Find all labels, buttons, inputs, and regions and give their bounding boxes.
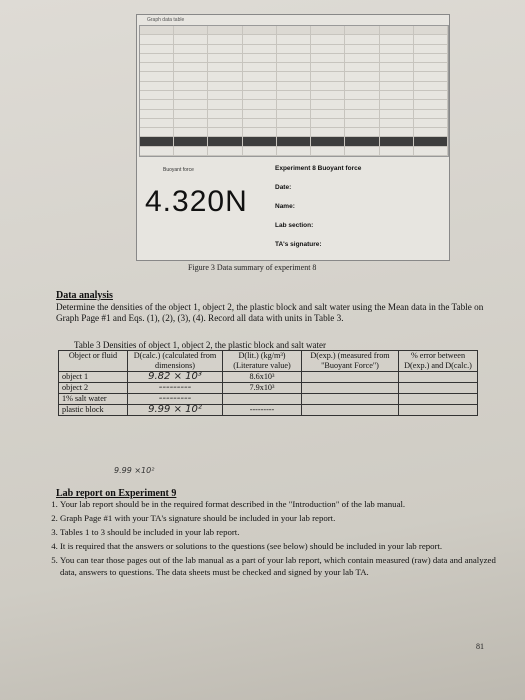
table-row bbox=[59, 394, 478, 405]
table-cell-name: object 1 bbox=[59, 372, 128, 383]
header-exp: D(exp.) (measured from "Buoyant Force") bbox=[302, 351, 399, 372]
table-cell-calc: --------- bbox=[128, 394, 223, 405]
grid-cell bbox=[277, 35, 311, 44]
grid-cell bbox=[174, 91, 208, 100]
grid-cell bbox=[208, 54, 242, 63]
table-cell-calc: 9.99 × 10² bbox=[128, 405, 223, 416]
grid-cell bbox=[208, 26, 242, 35]
grid-cell bbox=[140, 119, 174, 128]
figure-caption: Figure 3 Data summary of experiment 8 bbox=[188, 263, 317, 272]
list-item: 1. Your lab report should be in the required format described in the "Introduction" of the lab manual. bbox=[60, 498, 508, 510]
grid-cell bbox=[311, 45, 345, 54]
grid-cell bbox=[345, 82, 379, 91]
grid-cell bbox=[243, 72, 277, 81]
grid-cell bbox=[140, 72, 174, 81]
table-cell-calc: 9.82 × 10³ bbox=[128, 372, 223, 383]
table-cell-err bbox=[399, 394, 478, 405]
grid-cell bbox=[208, 63, 242, 72]
grid-cell bbox=[311, 72, 345, 81]
grid-cell bbox=[277, 45, 311, 54]
grid-cell bbox=[174, 54, 208, 63]
grid-cell bbox=[140, 137, 174, 146]
densities-table bbox=[58, 350, 478, 416]
grid-cell bbox=[208, 91, 242, 100]
grid-cell bbox=[243, 137, 277, 146]
grid-cell bbox=[311, 54, 345, 63]
data-analysis-text: Determine the densities of the object 1, object 2, the plastic block and salt water using the Mean data in the Table on Graph Page #1 and Eqs. (1), (2), (3), (4). Record all data with units in Table 3. bbox=[56, 302, 484, 323]
grid-cell bbox=[277, 26, 311, 35]
grid-cell bbox=[380, 91, 414, 100]
grid-cell bbox=[277, 100, 311, 109]
grid-cell bbox=[311, 100, 345, 109]
grid-cell bbox=[277, 147, 311, 156]
table-caption: Table 3 Densities of object 1, object 2, the plastic block and salt water bbox=[74, 340, 327, 350]
grid-cell bbox=[414, 35, 448, 44]
grid-cell bbox=[414, 91, 448, 100]
data-grid bbox=[139, 25, 449, 157]
grid-cell bbox=[414, 137, 448, 146]
table-cell-exp bbox=[302, 372, 399, 383]
grid-cell bbox=[140, 100, 174, 109]
list-item: 5. You can tear those pages out of the lab manual as a part of your lab report, which contain measured (raw) data and analyzed data, answers to questions. The data sheets must be checked and signed by your lab TA. bbox=[60, 554, 508, 578]
grid-cell bbox=[414, 54, 448, 63]
grid-cell bbox=[345, 35, 379, 44]
grid-cell bbox=[311, 137, 345, 146]
grid-cell bbox=[414, 128, 448, 137]
grid-cell bbox=[277, 137, 311, 146]
grid-cell bbox=[414, 100, 448, 109]
handwritten-note: 9.99 ×10² bbox=[114, 466, 155, 475]
grid-cell bbox=[174, 110, 208, 119]
grid-cell bbox=[345, 54, 379, 63]
grid-cell bbox=[345, 100, 379, 109]
grid-cell bbox=[345, 110, 379, 119]
grid-cell bbox=[277, 128, 311, 137]
grid-cell bbox=[140, 54, 174, 63]
experiment-title: Experiment 8 Buoyant force bbox=[275, 165, 362, 172]
grid-cell bbox=[208, 147, 242, 156]
grid-cell bbox=[277, 110, 311, 119]
grid-cell bbox=[380, 82, 414, 91]
grid-cell bbox=[243, 63, 277, 72]
grid-cell bbox=[277, 91, 311, 100]
grid-cell bbox=[380, 128, 414, 137]
grid-cell bbox=[174, 72, 208, 81]
grid-cell bbox=[174, 100, 208, 109]
table-cell-calc: --------- bbox=[128, 383, 223, 394]
name-label: Name: bbox=[275, 203, 295, 210]
grid-title: Graph data table bbox=[147, 17, 185, 23]
grid-cell bbox=[140, 45, 174, 54]
table-cell-err bbox=[399, 372, 478, 383]
grid-cell bbox=[380, 100, 414, 109]
table-cell-exp bbox=[302, 405, 399, 416]
grid-cell bbox=[380, 63, 414, 72]
grid-cell bbox=[243, 100, 277, 109]
grid-cell bbox=[243, 54, 277, 63]
grid-cell bbox=[174, 63, 208, 72]
grid-cell bbox=[208, 128, 242, 137]
grid-cell bbox=[243, 128, 277, 137]
grid-cell bbox=[243, 91, 277, 100]
grid-cell bbox=[174, 137, 208, 146]
list-item: 2. Graph Page #1 with your TA's signature should be included in your lab report. bbox=[60, 512, 508, 524]
grid-cell bbox=[208, 100, 242, 109]
grid-cell bbox=[243, 35, 277, 44]
grid-cell bbox=[380, 147, 414, 156]
list-item: 4. It is required that the answers or solutions to the questions (see below) should be included in your lab report. bbox=[60, 540, 508, 552]
table-cell-lit: 7.9x10³ bbox=[223, 383, 302, 394]
grid-cell bbox=[208, 35, 242, 44]
grid-cell bbox=[380, 35, 414, 44]
grid-cell bbox=[311, 119, 345, 128]
grid-cell bbox=[174, 45, 208, 54]
grid-cell bbox=[277, 119, 311, 128]
grid-cell bbox=[208, 110, 242, 119]
grid-cell bbox=[380, 72, 414, 81]
grid-cell bbox=[140, 128, 174, 137]
list-item: 3. Tables 1 to 3 should be included in your lab report. bbox=[60, 526, 508, 538]
grid-cell bbox=[277, 82, 311, 91]
grid-cell bbox=[345, 137, 379, 146]
grid-cell bbox=[345, 91, 379, 100]
grid-cell bbox=[311, 35, 345, 44]
grid-cell bbox=[311, 110, 345, 119]
grid-cell bbox=[380, 119, 414, 128]
lab-report-list bbox=[44, 498, 508, 580]
meter-label: Buoyant force bbox=[163, 167, 194, 173]
grid-cell bbox=[311, 91, 345, 100]
grid-cell bbox=[243, 110, 277, 119]
header-calc: D(calc.) (calculated from dimensions) bbox=[128, 351, 223, 372]
header-error: % error between D(exp.) and D(calc.) bbox=[399, 351, 478, 372]
grid-cell bbox=[140, 147, 174, 156]
grid-cell bbox=[140, 35, 174, 44]
lab-report-heading: Lab report on Experiment 9 bbox=[56, 488, 177, 499]
grid-cell bbox=[243, 26, 277, 35]
force-reading: 4.320N bbox=[145, 185, 248, 218]
grid-cell bbox=[277, 72, 311, 81]
grid-cell bbox=[414, 119, 448, 128]
table-row bbox=[59, 383, 478, 394]
grid-cell bbox=[140, 110, 174, 119]
grid-cell bbox=[414, 147, 448, 156]
grid-cell bbox=[311, 63, 345, 72]
grid-cell bbox=[380, 137, 414, 146]
grid-cell bbox=[140, 26, 174, 35]
grid-cell bbox=[277, 54, 311, 63]
grid-cell bbox=[208, 72, 242, 81]
page-number: 81 bbox=[476, 642, 484, 651]
table-cell-exp bbox=[302, 383, 399, 394]
grid-cell bbox=[311, 147, 345, 156]
grid-cell bbox=[380, 110, 414, 119]
grid-cell bbox=[345, 147, 379, 156]
grid-cell bbox=[311, 26, 345, 35]
table-cell-err bbox=[399, 383, 478, 394]
table-cell-lit: 8.6x10³ bbox=[223, 372, 302, 383]
grid-cell bbox=[174, 35, 208, 44]
data-printout bbox=[136, 14, 450, 261]
header-object: Object or fluid bbox=[59, 351, 128, 372]
grid-cell bbox=[311, 82, 345, 91]
grid-cell bbox=[414, 82, 448, 91]
grid-cell bbox=[243, 45, 277, 54]
grid-cell bbox=[140, 63, 174, 72]
table-cell-name: plastic block bbox=[59, 405, 128, 416]
grid-cell bbox=[345, 63, 379, 72]
data-analysis-heading: Data analysis bbox=[56, 290, 113, 301]
grid-cell bbox=[243, 82, 277, 91]
grid-cell bbox=[345, 128, 379, 137]
grid-cell bbox=[414, 63, 448, 72]
grid-cell bbox=[140, 82, 174, 91]
grid-cell bbox=[140, 91, 174, 100]
grid-cell bbox=[174, 147, 208, 156]
ta-signature-label: TA's signature: bbox=[275, 241, 322, 248]
grid-cell bbox=[277, 63, 311, 72]
grid-cell bbox=[345, 26, 379, 35]
table-cell-err bbox=[399, 405, 478, 416]
lab-section-label: Lab section: bbox=[275, 222, 314, 229]
grid-cell bbox=[345, 119, 379, 128]
grid-cell bbox=[380, 54, 414, 63]
experiment-info bbox=[275, 159, 361, 254]
grid-cell bbox=[345, 45, 379, 54]
table-cell-exp bbox=[302, 394, 399, 405]
grid-cell bbox=[208, 82, 242, 91]
date-label: Date: bbox=[275, 184, 292, 191]
header-lit: D(lit.) (kg/m³) (Literature value) bbox=[223, 351, 302, 372]
grid-cell bbox=[174, 26, 208, 35]
table-cell-name: 1% salt water bbox=[59, 394, 128, 405]
grid-cell bbox=[311, 128, 345, 137]
grid-cell bbox=[208, 119, 242, 128]
grid-cell bbox=[380, 26, 414, 35]
grid-cell bbox=[208, 137, 242, 146]
table-row bbox=[59, 372, 478, 383]
grid-cell bbox=[345, 72, 379, 81]
grid-cell bbox=[414, 26, 448, 35]
grid-cell bbox=[243, 147, 277, 156]
grid-cell bbox=[208, 45, 242, 54]
table-cell-lit bbox=[223, 394, 302, 405]
grid-cell bbox=[414, 72, 448, 81]
grid-cell bbox=[380, 45, 414, 54]
table-cell-lit: --------- bbox=[223, 405, 302, 416]
table-cell-name: object 2 bbox=[59, 383, 128, 394]
grid-cell bbox=[174, 119, 208, 128]
grid-cell bbox=[414, 110, 448, 119]
grid-cell bbox=[174, 82, 208, 91]
grid-cell bbox=[174, 128, 208, 137]
grid-cell bbox=[243, 119, 277, 128]
table-row bbox=[59, 405, 478, 416]
grid-cell bbox=[414, 45, 448, 54]
